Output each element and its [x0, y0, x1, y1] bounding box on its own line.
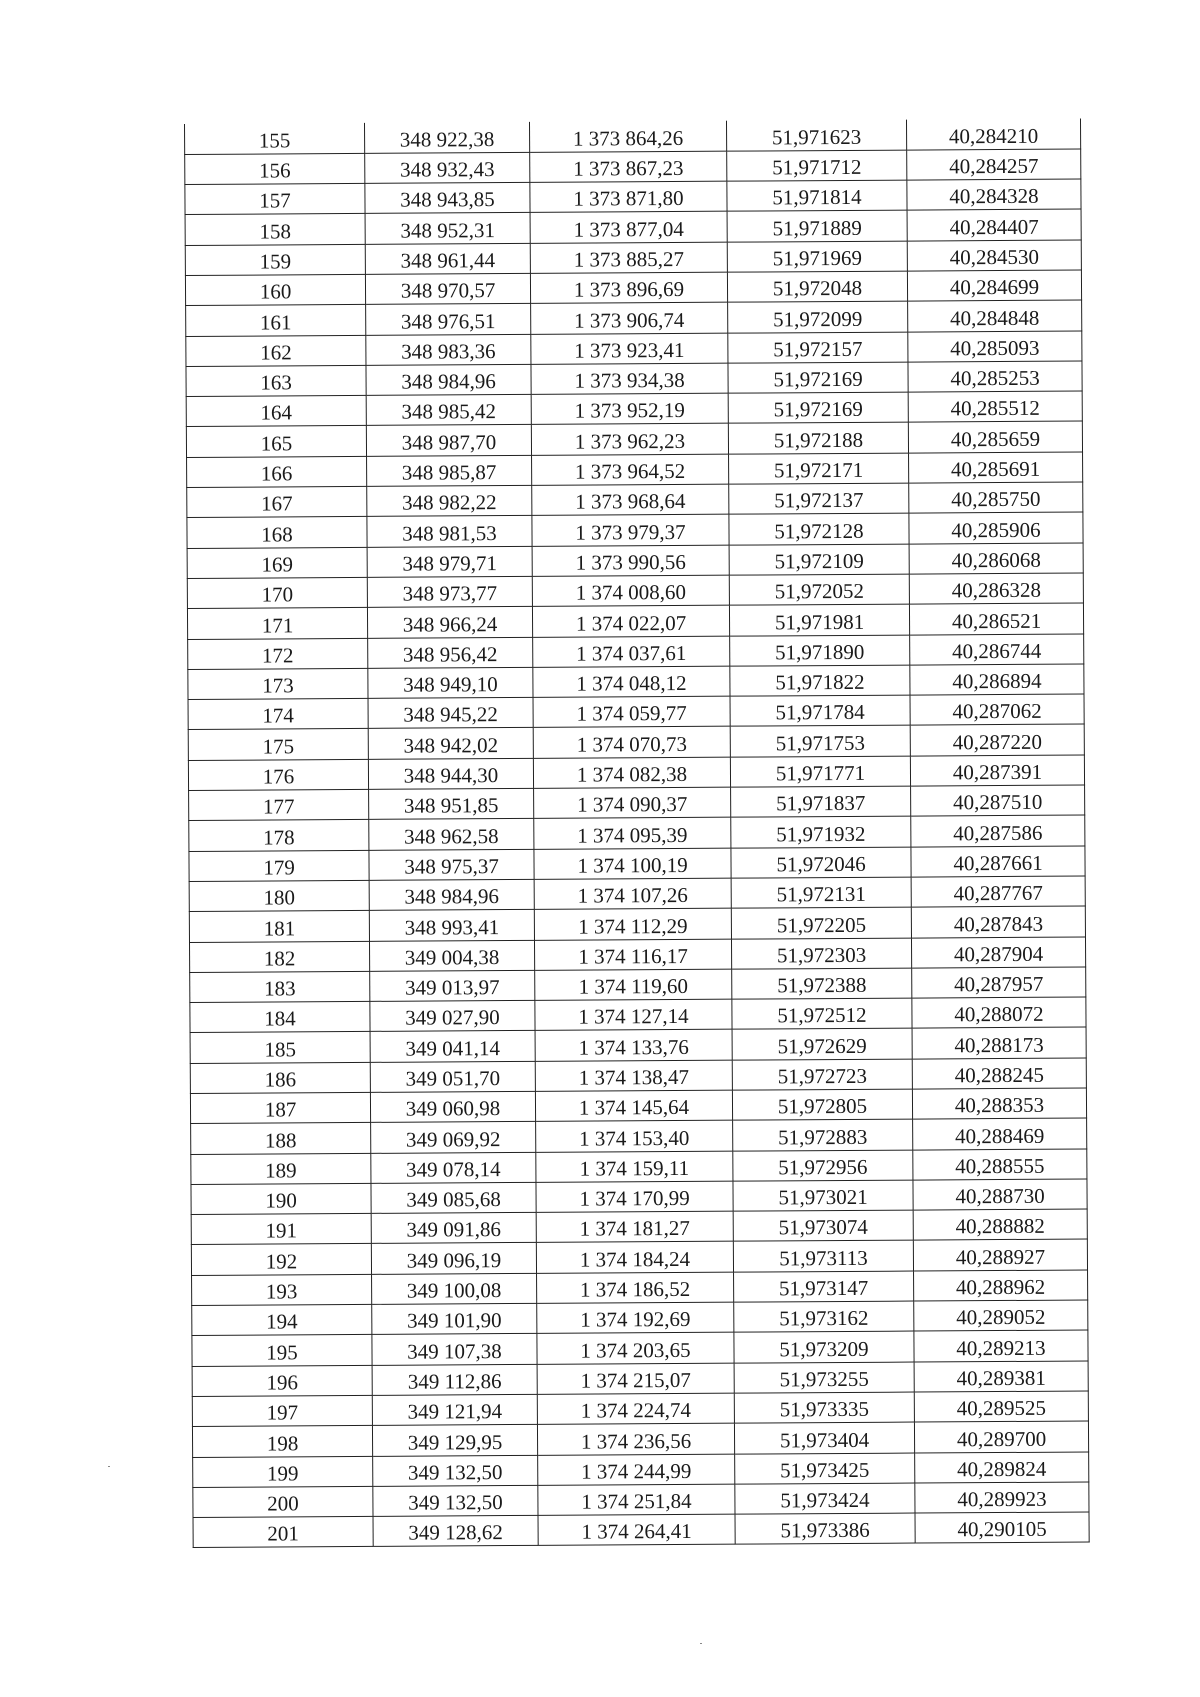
y-coordinate-cell: 1 374 186,52 [537, 1272, 734, 1303]
x-coordinate-cell: 349 107,38 [372, 1334, 537, 1365]
longitude-cell: 40,285750 [909, 482, 1083, 513]
point-number-cell: 189 [191, 1153, 371, 1184]
point-number-cell: 176 [188, 759, 368, 790]
latitude-cell: 51,973147 [734, 1271, 914, 1302]
point-number-cell: 184 [190, 1001, 370, 1032]
y-coordinate-cell: 1 374 082,38 [533, 757, 730, 788]
x-coordinate-cell: 349 129,95 [372, 1425, 537, 1456]
point-number-cell: 185 [190, 1032, 370, 1063]
longitude-cell: 40,288245 [912, 1058, 1086, 1089]
x-coordinate-cell: 349 121,94 [372, 1394, 537, 1425]
x-coordinate-cell: 348 984,96 [366, 364, 531, 395]
y-coordinate-cell: 1 373 979,37 [532, 515, 729, 546]
point-number-cell: 190 [191, 1183, 371, 1214]
longitude-cell: 40,287957 [912, 967, 1086, 998]
x-coordinate-cell: 349 112,86 [372, 1364, 537, 1395]
x-coordinate-cell: 348 981,53 [367, 516, 532, 547]
y-coordinate-cell: 1 374 059,77 [533, 696, 730, 727]
longitude-cell: 40,286328 [909, 573, 1083, 604]
longitude-cell: 40,284699 [907, 270, 1081, 301]
latitude-cell: 51,972388 [732, 968, 912, 999]
point-number-cell: 187 [190, 1092, 370, 1123]
longitude-cell: 40,285093 [908, 331, 1082, 362]
y-coordinate-cell: 1 374 048,12 [533, 666, 730, 697]
y-coordinate-cell: 1 374 184,24 [536, 1242, 733, 1273]
latitude-cell: 51,971814 [727, 180, 907, 211]
longitude-cell: 40,288469 [913, 1118, 1087, 1149]
x-coordinate-cell: 348 985,42 [366, 395, 531, 426]
latitude-cell: 51,973113 [733, 1241, 913, 1272]
y-coordinate-cell: 1 374 170,99 [536, 1181, 733, 1212]
longitude-cell: 40,287843 [911, 906, 1085, 937]
y-coordinate-cell: 1 374 203,65 [537, 1333, 734, 1364]
x-coordinate-cell: 348 961,44 [365, 243, 530, 274]
latitude-cell: 51,971784 [730, 695, 910, 726]
latitude-cell: 51,971822 [730, 665, 910, 696]
y-coordinate-cell: 1 374 133,76 [535, 1030, 732, 1061]
y-coordinate-cell: 1 373 952,19 [531, 393, 728, 424]
point-number-cell: 164 [186, 396, 366, 427]
y-coordinate-cell: 1 373 923,41 [531, 333, 728, 364]
point-number-cell: 173 [188, 668, 368, 699]
point-number-cell: 186 [190, 1062, 370, 1093]
x-coordinate-cell: 349 051,70 [370, 1061, 535, 1092]
latitude-cell: 51,973425 [735, 1453, 915, 1484]
latitude-cell: 51,973021 [733, 1180, 913, 1211]
point-number-cell: 179 [189, 850, 369, 881]
longitude-cell: 40,289824 [915, 1452, 1089, 1483]
latitude-cell: 51,973404 [734, 1422, 914, 1453]
longitude-cell: 40,287586 [911, 815, 1085, 846]
latitude-cell: 51,971890 [730, 635, 910, 666]
longitude-cell: 40,289700 [914, 1421, 1088, 1452]
point-number-cell: 166 [187, 456, 367, 487]
longitude-cell: 40,288072 [912, 997, 1086, 1028]
longitude-cell: 40,287062 [910, 694, 1084, 725]
longitude-cell: 40,289381 [914, 1361, 1088, 1392]
x-coordinate-cell: 348 973,77 [367, 576, 532, 607]
x-coordinate-cell: 349 101,90 [372, 1303, 537, 1334]
longitude-cell: 40,288173 [912, 1027, 1086, 1058]
longitude-cell: 40,286744 [910, 634, 1084, 665]
y-coordinate-cell: 1 374 008,60 [532, 575, 729, 606]
x-coordinate-cell: 348 983,36 [366, 334, 531, 365]
x-coordinate-cell: 349 091,86 [371, 1213, 536, 1244]
point-number-cell: 178 [189, 820, 369, 851]
longitude-cell: 40,284848 [908, 300, 1082, 331]
y-coordinate-cell: 1 373 962,23 [531, 424, 728, 455]
latitude-cell: 51,972188 [728, 423, 908, 454]
longitude-cell: 40,287510 [911, 785, 1085, 816]
y-coordinate-cell: 1 373 990,56 [532, 545, 729, 576]
x-coordinate-cell: 349 078,14 [371, 1152, 536, 1183]
x-coordinate-cell: 349 100,08 [372, 1273, 537, 1304]
x-coordinate-cell: 349 096,19 [371, 1243, 536, 1274]
latitude-cell: 51,972883 [733, 1119, 913, 1150]
y-coordinate-cell: 1 374 264,41 [538, 1514, 735, 1545]
x-coordinate-cell: 348 982,22 [367, 485, 532, 516]
latitude-cell: 51,972052 [729, 574, 909, 605]
point-number-cell: 195 [192, 1335, 372, 1366]
point-number-cell: 175 [188, 729, 368, 760]
latitude-cell: 51,972048 [727, 271, 907, 302]
longitude-cell: 40,290105 [915, 1512, 1089, 1543]
scan-speck [108, 1466, 110, 1467]
y-coordinate-cell: 1 374 138,47 [535, 1060, 732, 1091]
x-coordinate-cell: 349 004,38 [369, 940, 534, 971]
x-coordinate-cell: 348 943,85 [365, 182, 530, 213]
longitude-cell: 40,285691 [909, 452, 1083, 483]
point-number-cell: 158 [185, 214, 365, 245]
y-coordinate-cell: 1 374 159,11 [536, 1151, 733, 1182]
y-coordinate-cell: 1 374 244,99 [538, 1454, 735, 1485]
y-coordinate-cell: 1 374 153,40 [536, 1120, 733, 1151]
latitude-cell: 51,972046 [731, 847, 911, 878]
y-coordinate-cell: 1 374 037,61 [533, 636, 730, 667]
y-coordinate-cell: 1 374 236,56 [537, 1423, 734, 1454]
latitude-cell: 51,971771 [730, 756, 910, 787]
latitude-cell: 51,971969 [727, 241, 907, 272]
point-number-cell: 170 [187, 577, 367, 608]
y-coordinate-cell: 1 373 968,64 [532, 484, 729, 515]
latitude-cell: 51,973074 [733, 1210, 913, 1241]
x-coordinate-cell: 348 922,38 [364, 122, 529, 153]
coordinates-table [184, 119, 1090, 1549]
point-number-cell: 168 [187, 517, 367, 548]
latitude-cell: 51,972157 [728, 332, 908, 363]
x-coordinate-cell: 349 060,98 [370, 1091, 535, 1122]
longitude-cell: 40,284210 [906, 119, 1080, 150]
y-coordinate-cell: 1 373 864,26 [529, 121, 726, 152]
y-coordinate-cell: 1 374 070,73 [533, 727, 730, 758]
point-number-cell: 160 [185, 274, 365, 305]
point-number-cell: 194 [192, 1304, 372, 1335]
point-number-cell: 196 [192, 1365, 372, 1396]
point-number-cell: 192 [191, 1244, 371, 1275]
point-number-cell: 162 [186, 335, 366, 366]
point-number-cell: 156 [185, 153, 365, 184]
latitude-cell: 51,971889 [727, 210, 907, 241]
y-coordinate-cell: 1 374 192,69 [537, 1302, 734, 1333]
point-number-cell: 157 [185, 183, 365, 214]
longitude-cell: 40,287767 [911, 876, 1085, 907]
longitude-cell: 40,284530 [907, 240, 1081, 271]
y-coordinate-cell: 1 374 100,19 [534, 848, 731, 879]
point-number-cell: 201 [193, 1517, 373, 1548]
latitude-cell: 51,971623 [726, 120, 906, 151]
point-number-cell: 174 [188, 699, 368, 730]
x-coordinate-cell: 349 069,92 [371, 1122, 536, 1153]
y-coordinate-cell: 1 374 116,17 [534, 939, 731, 970]
x-coordinate-cell: 349 027,90 [370, 1000, 535, 1031]
point-number-cell: 188 [191, 1123, 371, 1154]
point-number-cell: 163 [186, 365, 366, 396]
point-number-cell: 161 [186, 305, 366, 336]
point-number-cell: 169 [187, 547, 367, 578]
y-coordinate-cell: 1 374 251,84 [538, 1484, 735, 1515]
x-coordinate-cell: 348 962,58 [369, 819, 534, 850]
point-number-cell: 193 [192, 1274, 372, 1305]
point-number-cell: 171 [187, 608, 367, 639]
y-coordinate-cell: 1 373 896,69 [530, 272, 727, 303]
point-number-cell: 180 [189, 880, 369, 911]
y-coordinate-cell: 1 374 022,07 [532, 605, 729, 636]
point-number-cell: 177 [189, 789, 369, 820]
x-coordinate-cell: 348 952,31 [365, 213, 530, 244]
x-coordinate-cell: 349 132,50 [373, 1455, 538, 1486]
longitude-cell: 40,285253 [908, 361, 1082, 392]
latitude-cell: 51,971837 [731, 786, 911, 817]
x-coordinate-cell: 348 979,71 [367, 546, 532, 577]
y-coordinate-cell: 1 374 095,39 [534, 818, 731, 849]
longitude-cell: 40,287391 [910, 755, 1084, 786]
longitude-cell: 40,289052 [914, 1300, 1088, 1331]
latitude-cell: 51,972205 [731, 907, 911, 938]
x-coordinate-cell: 348 970,57 [365, 273, 530, 304]
latitude-cell: 51,972169 [728, 392, 908, 423]
latitude-cell: 51,972099 [728, 301, 908, 332]
y-coordinate-cell: 1 374 119,60 [535, 969, 732, 1000]
latitude-cell: 51,972956 [733, 1150, 913, 1181]
x-coordinate-cell: 348 985,87 [367, 455, 532, 486]
x-coordinate-cell: 349 132,50 [373, 1485, 538, 1516]
latitude-cell: 51,973335 [734, 1392, 914, 1423]
x-coordinate-cell: 348 949,10 [368, 667, 533, 698]
longitude-cell: 40,289923 [915, 1482, 1089, 1513]
x-coordinate-cell: 348 932,43 [365, 152, 530, 183]
y-coordinate-cell: 1 373 885,27 [530, 242, 727, 273]
longitude-cell: 40,284257 [907, 149, 1081, 180]
latitude-cell: 51,972109 [729, 544, 909, 575]
point-number-cell: 191 [191, 1214, 371, 1245]
latitude-cell: 51,971981 [729, 604, 909, 635]
latitude-cell: 51,972805 [732, 1089, 912, 1120]
y-coordinate-cell: 1 374 181,27 [536, 1211, 733, 1242]
latitude-cell: 51,971932 [731, 816, 911, 847]
longitude-cell: 40,287661 [911, 846, 1085, 877]
x-coordinate-cell: 348 984,96 [369, 879, 534, 910]
x-coordinate-cell: 348 976,51 [366, 304, 531, 335]
x-coordinate-cell: 348 944,30 [368, 758, 533, 789]
y-coordinate-cell: 1 374 107,26 [534, 878, 731, 909]
latitude-cell: 51,973424 [735, 1483, 915, 1514]
point-number-cell: 198 [192, 1426, 372, 1457]
longitude-cell: 40,287220 [910, 724, 1084, 755]
point-number-cell: 199 [193, 1456, 373, 1487]
y-coordinate-cell: 1 374 127,14 [535, 999, 732, 1030]
x-coordinate-cell: 348 956,42 [368, 637, 533, 668]
latitude-cell: 51,972723 [732, 1059, 912, 1090]
latitude-cell: 51,972137 [729, 483, 909, 514]
y-coordinate-cell: 1 374 112,29 [534, 908, 731, 939]
scan-speck [700, 1643, 702, 1644]
latitude-cell: 51,972303 [731, 938, 911, 969]
longitude-cell: 40,287904 [911, 937, 1085, 968]
point-number-cell: 183 [190, 971, 370, 1002]
point-number-cell: 181 [189, 911, 369, 942]
latitude-cell: 51,972629 [732, 1028, 912, 1059]
y-coordinate-cell: 1 373 871,80 [530, 181, 727, 212]
y-coordinate-cell: 1 373 934,38 [531, 363, 728, 394]
latitude-cell: 51,972169 [728, 362, 908, 393]
latitude-cell: 51,972512 [732, 998, 912, 1029]
latitude-cell: 51,971753 [730, 726, 910, 757]
latitude-cell: 51,972131 [731, 877, 911, 908]
longitude-cell: 40,288353 [912, 1088, 1086, 1119]
y-coordinate-cell: 1 374 090,37 [534, 787, 731, 818]
point-number-cell: 165 [186, 426, 366, 457]
table-row [193, 1512, 1089, 1548]
longitude-cell: 40,285512 [908, 391, 1082, 422]
x-coordinate-cell: 348 993,41 [369, 910, 534, 941]
longitude-cell: 40,286894 [910, 664, 1084, 695]
x-coordinate-cell: 349 013,97 [370, 970, 535, 1001]
y-coordinate-cell: 1 373 867,23 [530, 151, 727, 182]
y-coordinate-cell: 1 374 215,07 [537, 1363, 734, 1394]
latitude-cell: 51,973255 [734, 1362, 914, 1393]
point-number-cell: 182 [189, 941, 369, 972]
longitude-cell: 40,286521 [909, 603, 1083, 634]
longitude-cell: 40,288730 [913, 1179, 1087, 1210]
x-coordinate-cell: 348 951,85 [369, 788, 534, 819]
y-coordinate-cell: 1 373 964,52 [532, 454, 729, 485]
latitude-cell: 51,973209 [734, 1331, 914, 1362]
longitude-cell: 40,286068 [909, 543, 1083, 574]
longitude-cell: 40,288882 [913, 1209, 1087, 1240]
x-coordinate-cell: 348 942,02 [368, 728, 533, 759]
point-number-cell: 200 [193, 1486, 373, 1517]
longitude-cell: 40,284328 [907, 179, 1081, 210]
point-number-cell: 172 [188, 638, 368, 669]
point-number-cell: 167 [187, 486, 367, 517]
x-coordinate-cell: 348 975,37 [369, 849, 534, 880]
longitude-cell: 40,288927 [913, 1239, 1087, 1270]
point-number-cell: 197 [192, 1395, 372, 1426]
longitude-cell: 40,285659 [908, 421, 1082, 452]
x-coordinate-cell: 348 945,22 [368, 698, 533, 729]
y-coordinate-cell: 1 374 224,74 [537, 1393, 734, 1424]
longitude-cell: 40,289213 [914, 1330, 1088, 1361]
y-coordinate-cell: 1 373 906,74 [531, 302, 728, 333]
x-coordinate-cell: 348 987,70 [366, 425, 531, 456]
y-coordinate-cell: 1 373 877,04 [530, 212, 727, 243]
latitude-cell: 51,971712 [727, 150, 907, 181]
longitude-cell: 40,288962 [914, 1270, 1088, 1301]
longitude-cell: 40,289525 [914, 1391, 1088, 1422]
x-coordinate-cell: 349 128,62 [373, 1516, 538, 1547]
longitude-cell: 40,284407 [907, 209, 1081, 240]
longitude-cell: 40,288555 [913, 1149, 1087, 1180]
coordinates-table-body [184, 119, 1089, 1548]
latitude-cell: 51,973386 [735, 1513, 915, 1544]
x-coordinate-cell: 349 085,68 [371, 1182, 536, 1213]
y-coordinate-cell: 1 374 145,64 [535, 1090, 732, 1121]
longitude-cell: 40,285906 [909, 512, 1083, 543]
x-coordinate-cell: 349 041,14 [370, 1031, 535, 1062]
point-number-cell: 155 [184, 123, 364, 154]
x-coordinate-cell: 348 966,24 [367, 607, 532, 638]
latitude-cell: 51,972128 [729, 513, 909, 544]
point-number-cell: 159 [185, 244, 365, 275]
latitude-cell: 51,972171 [729, 453, 909, 484]
latitude-cell: 51,973162 [734, 1301, 914, 1332]
